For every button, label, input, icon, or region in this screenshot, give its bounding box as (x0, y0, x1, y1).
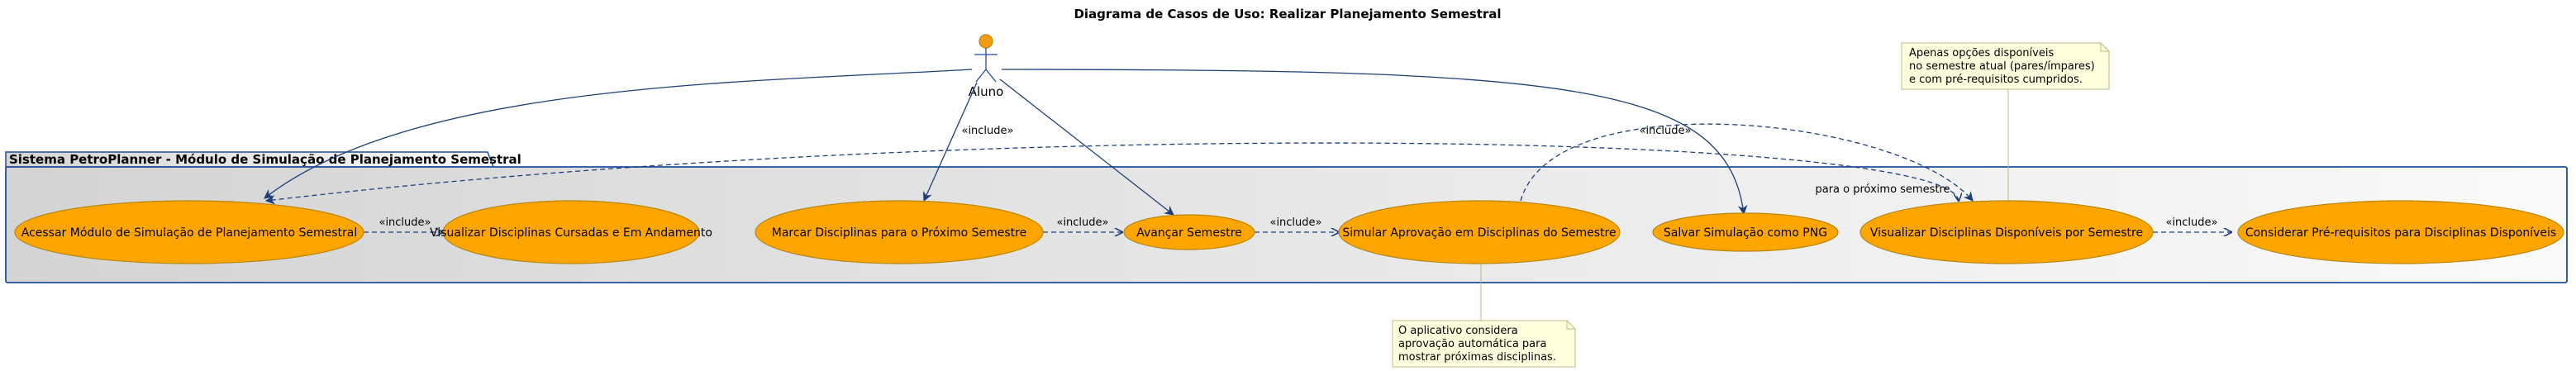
package-label: Sistema PetroPlanner - Módulo de Simulação de Planejamento Semestral (9, 152, 521, 167)
usecase-marcar-disciplinas[interactable] (755, 201, 1043, 264)
usecase-simular-aprovacao[interactable] (1339, 201, 1620, 264)
usecase-label: Visualizar Disciplinas Disponíveis por Semestre (1869, 226, 2144, 240)
diagram-title: Diagrama de Casos de Uso: Realizar Planejamento Semestral (1074, 7, 1502, 21)
note-top-line-2: no semestre atual (pares/ímpares) (1909, 60, 2095, 73)
usecase-label: Marcar Disciplinas para o Próximo Semestre (771, 226, 1027, 240)
note-top-line-3: e com pré-requisitos cumpridos. (1909, 74, 2083, 86)
usecase-considerar-prerequisitos[interactable] (2238, 201, 2564, 264)
note-bottom-line-3: mostrar próximas disciplinas. (1398, 351, 1556, 364)
include-label-simular: «include» (1639, 125, 1692, 137)
usecase-label: Simular Aprovação em Disciplinas do Semestre (1342, 226, 1617, 240)
note-top-line-1: Apenas opções disponíveis (1909, 47, 2055, 59)
note-bottom-line-2: aprovação automática para (1398, 338, 1547, 350)
note-top (1902, 43, 2109, 89)
next-semester-label: para o próximo semestre (1815, 183, 1950, 196)
usecase-avancar-semestre[interactable] (1124, 215, 1255, 250)
usecase-label: Salvar Simulação como PNG (1663, 226, 1828, 240)
usecase-salvar-png[interactable] (1653, 213, 1838, 251)
include-label-top: «include» (961, 125, 1014, 137)
include-label-2: «include» (1056, 216, 1109, 229)
include-label-4: «include» (2165, 216, 2218, 229)
include-label-1: «include» (379, 216, 431, 229)
usecase-acessar-modulo[interactable] (15, 201, 364, 264)
actor-label: Aluno (968, 84, 1004, 99)
note-bottom-line-1: O aplicativo considera (1398, 325, 1518, 337)
usecase-visualizar-disponiveis[interactable] (1860, 201, 2153, 264)
include-label-3: «include» (1269, 216, 1322, 229)
usecase-label: Avançar Semestre (1136, 226, 1242, 240)
usecase-label: Acessar Módulo de Simulação de Planejamento Semestral (21, 226, 358, 240)
usecase-label: Visualizar Disciplinas Cursadas e Em Andamento (430, 226, 712, 240)
actor-head (979, 35, 993, 48)
note-bottom (1393, 321, 1575, 367)
usecase-label: Considerar Pré-requisitos para Disciplinas Disponíveis (2245, 226, 2557, 240)
